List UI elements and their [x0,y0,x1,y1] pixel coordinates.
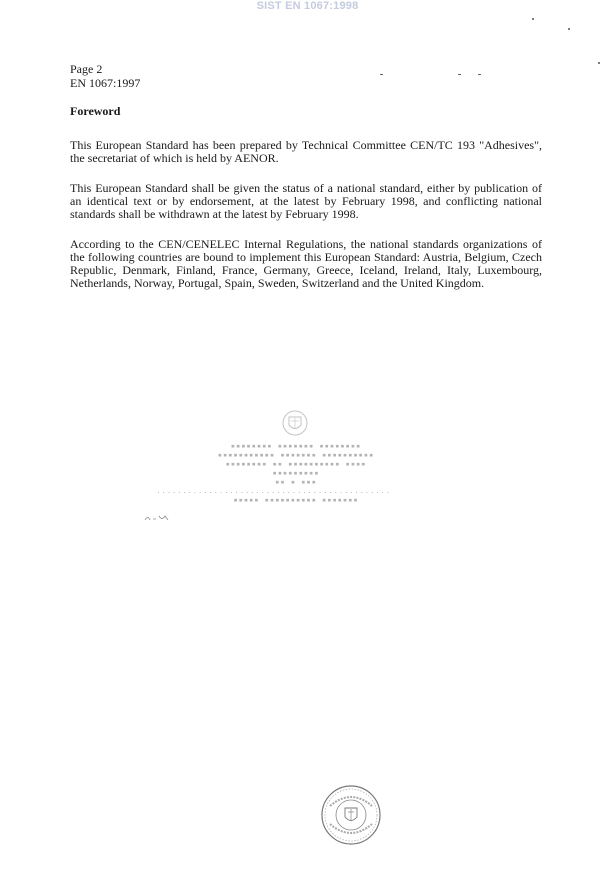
stamp-line: ▪▪▪▪▪▪▪▪ ▪▪▪▪▪▪▪ ▪▪▪▪▪▪▪▪ [229,442,361,450]
stamp-line: ▪▪▪ ▪ ▪▪ [274,478,316,486]
stamp-side-mark [144,514,170,524]
stamp-line: ▪▪▪▪▪▪▪ ▪▪▪▪▪▪▪▪▪▪ ▪▪▪▪▪ [232,496,358,504]
scan-speck [568,28,570,30]
document-page [70,62,542,302]
scan-speck [532,18,534,20]
stamp-line: ▪▪▪▪▪▪▪▪▪▪ ▪▪▪▪▪▪▪ ▪▪▪▪▪▪▪▪▪▪▪ [216,451,374,459]
stamp-line: ............................................. [155,487,390,495]
round-seal-icon [320,784,382,846]
scan-speck [458,74,461,75]
scan-speck [598,62,600,64]
foreword-paragraph-1: This European Standard has been prepared by Technical Committee CEN/TC 193 "Adhesives", the secretariat of which is held by AENOR. [70,138,542,165]
foreword-heading: Foreword [70,104,121,118]
foreword-paragraph-2: This European Standard shall be given the status of a national standard, either by publication of an identical text or by endorsement, at the latest by February 1998, and conflicting national standards shall be withdrawn at the latest by February 1998. [70,181,542,221]
stamp-line: ▪▪▪▪▪▪▪▪▪ [271,469,319,477]
page-number: Page 2 [70,62,103,76]
stamp-line: ▪▪▪▪ ▪▪▪▪▪▪▪▪▪▪ ▪▪ ▪▪▪▪▪▪▪▪ [224,460,366,468]
scribble-mark-icon [144,514,170,522]
coat-of-arms-icon [280,408,310,438]
scan-speck [478,74,481,75]
standard-id: EN 1067:1997 [70,76,141,90]
watermark: SIST EN 1067:1998 [256,0,359,12]
scan-speck [380,74,383,75]
registration-stamp [155,408,390,516]
foreword-paragraph-3: According to the CEN/CENELEC Internal Regulations, the national standards organizations of the following countries are bound to implement this European Standard: Austria, Belgium, Czech Republic, Denmark, Finland, France, Germany, Greece, Iceland, Ireland, Italy, Luxembourg, Netherlands, Norway, Portugal, Spain, Sweden, Switzerland and the United Kingdom. [70,237,542,290]
